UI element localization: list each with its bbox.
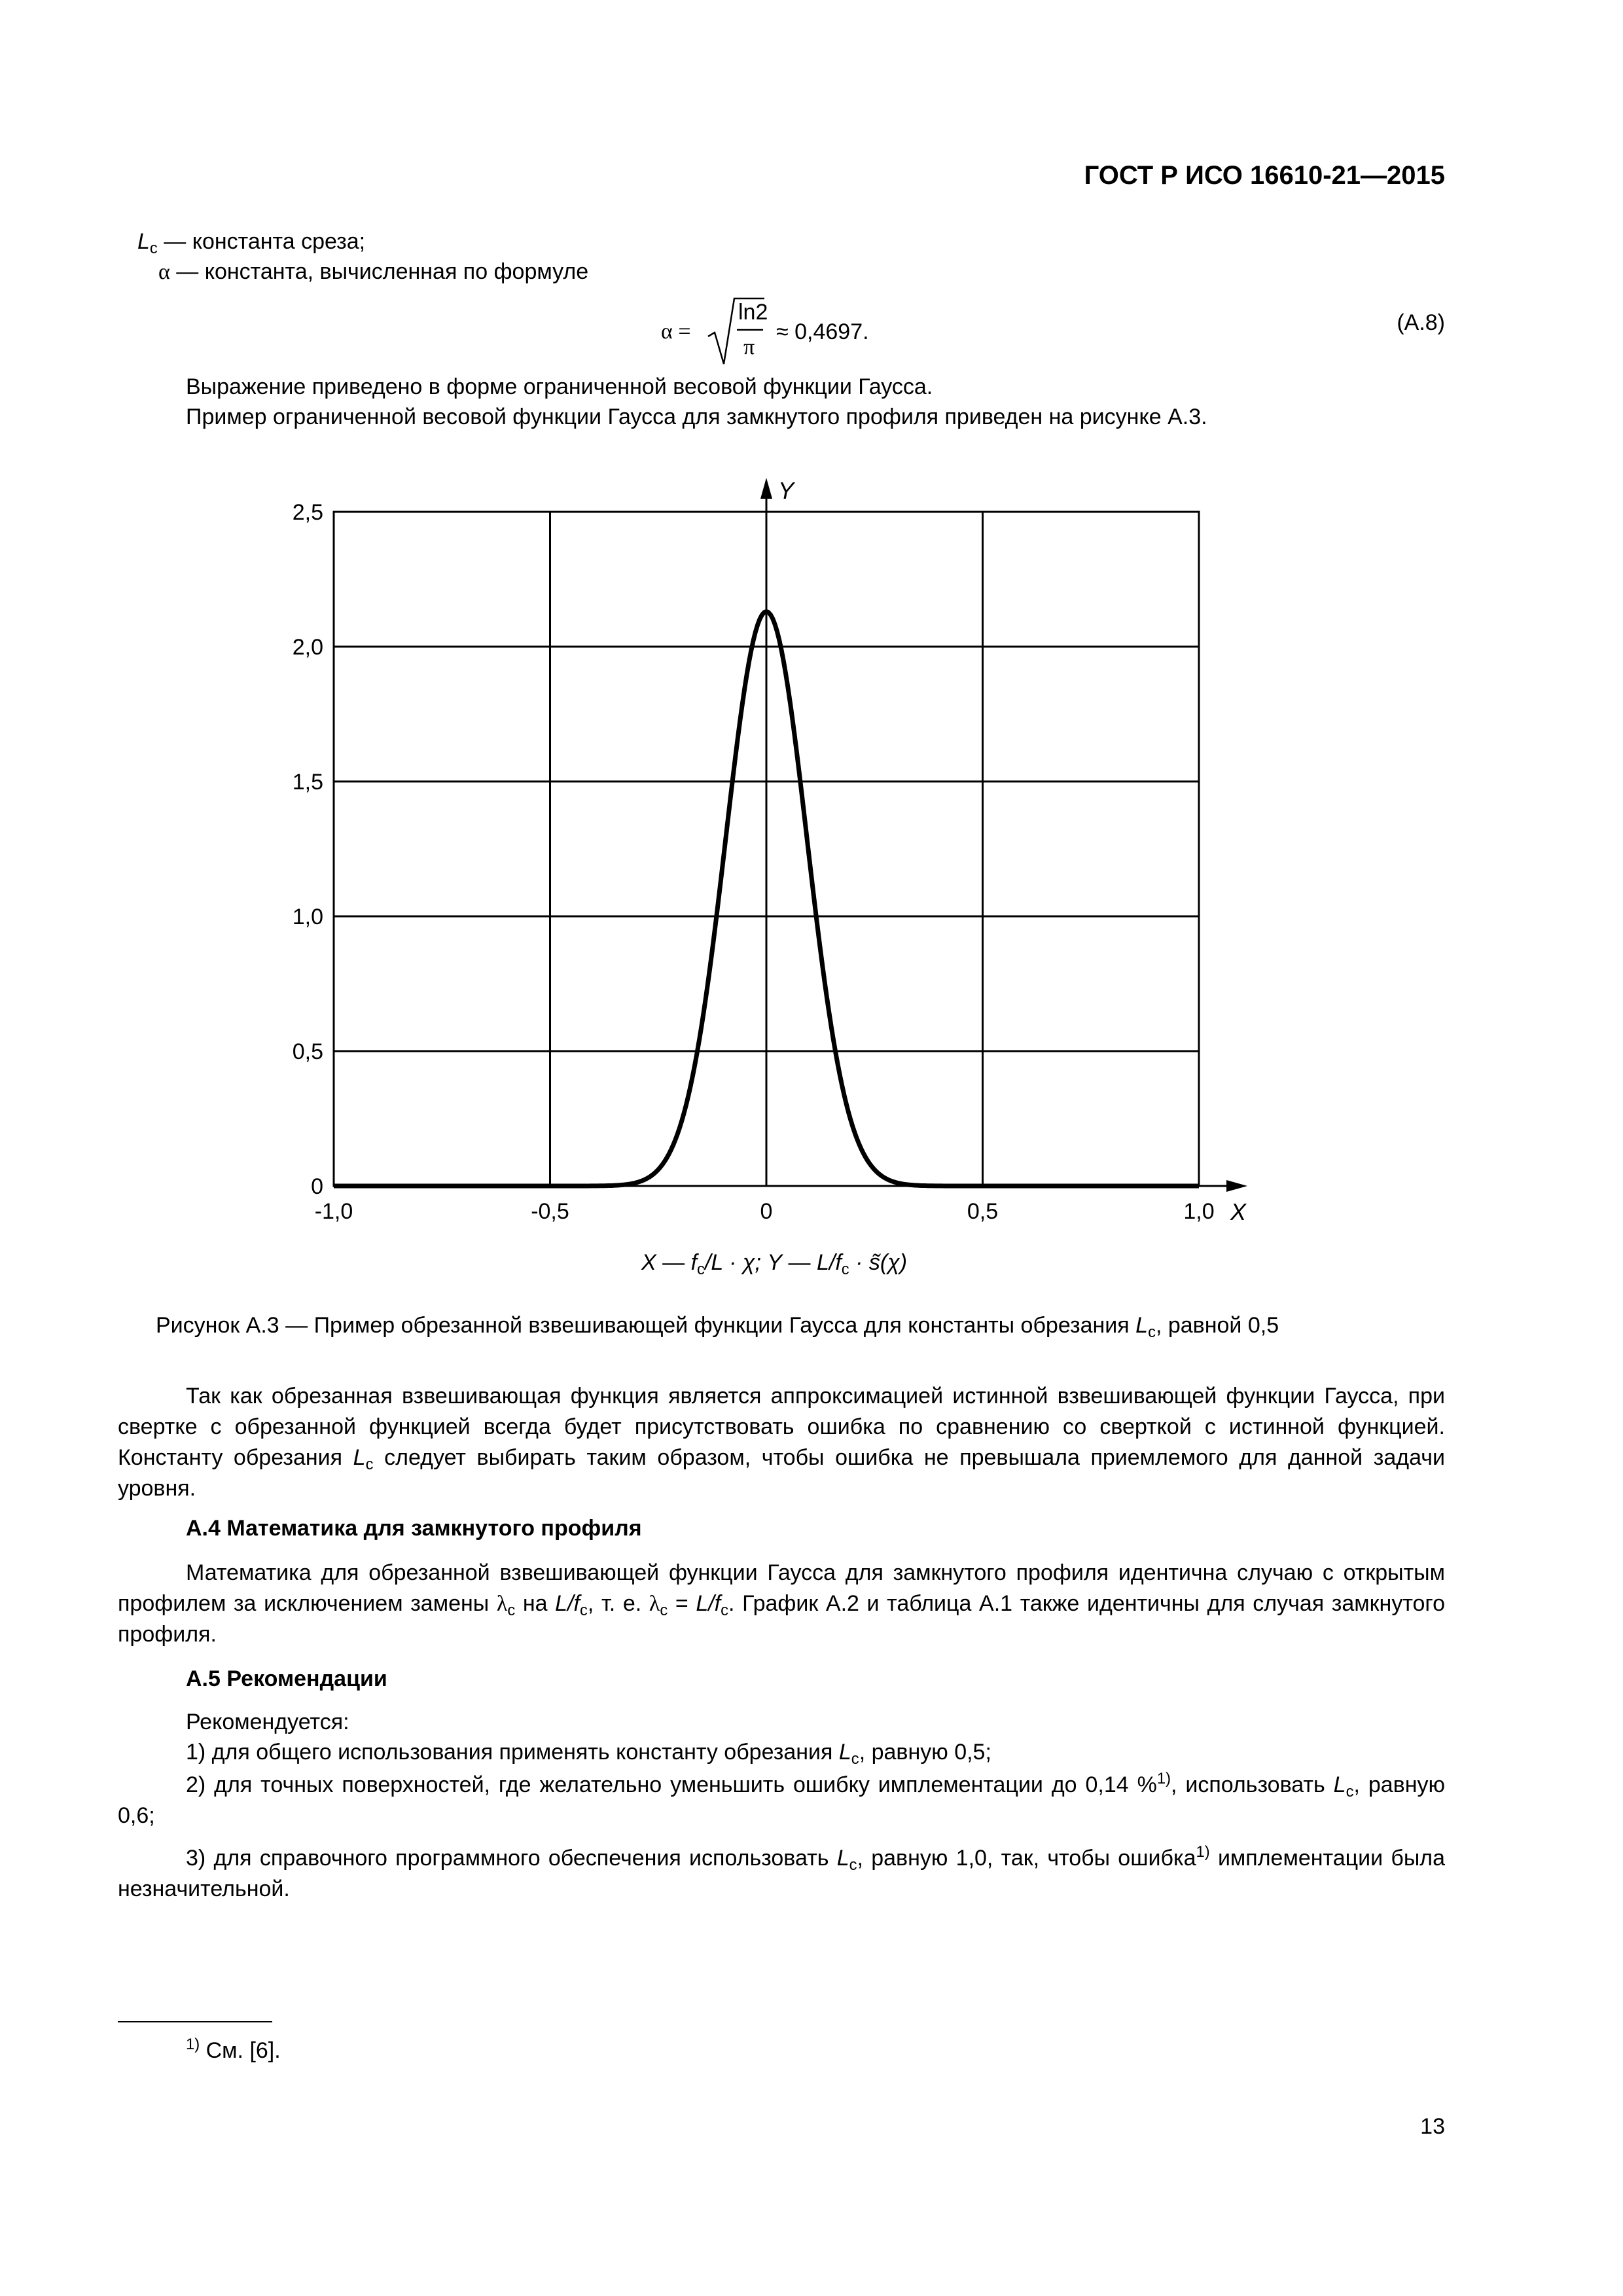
legend-f2-subscript: c — [841, 1261, 849, 1279]
a5-item-2-footnote-ref: 1) — [1156, 1769, 1171, 1787]
formula-lhs: α = — [661, 319, 691, 344]
section-a5-title: А.5 Рекомендации — [186, 1666, 387, 1691]
x-tick-label: 1,0 — [1183, 1199, 1215, 1224]
a5-item-2-mid: , использовать — [1171, 1772, 1334, 1797]
caption-subscript: c — [1148, 1323, 1156, 1342]
x-axis-arrow — [1226, 1180, 1247, 1192]
a4-lf-2-sub: c — [721, 1602, 729, 1620]
y-tick-label: 1,0 — [292, 905, 323, 929]
p1-symbol: L — [353, 1445, 366, 1470]
legend-x-symbol: X — [641, 1250, 656, 1275]
legend-tail: · s̃(χ) — [849, 1250, 908, 1275]
y-tick-label: 1,5 — [292, 770, 323, 795]
a5-item-2-sub: c — [1346, 1783, 1354, 1801]
a5-item-3-text: 3) для справочного программного обеспечения использовать — [186, 1846, 837, 1871]
legend-mid-2: L/f — [816, 1250, 842, 1275]
caption-text: Рисунок А.3 — Пример обрезанной взвешивающей функции Гаусса для константы обрезания — [156, 1313, 1136, 1338]
formula-numerator: ln2 — [738, 300, 768, 325]
y-tick-label: 2,0 — [292, 635, 323, 660]
legend-separator-1: — — [656, 1250, 691, 1275]
y-axis-arrow — [760, 478, 772, 499]
chart-legend — [641, 1250, 908, 1279]
a5-item-1-text: 1) для общего использования применять константу обрезания — [186, 1740, 839, 1765]
a5-item-2-symbol: L — [1333, 1772, 1346, 1797]
p1-text: Так как обрезанная взвешивающая функция является аппроксимацией истинной взвешивающей функции Гаусса, при свертке с обрезанной функцией всегда будет присутствовать ошибка по сравнению со сверткой с истинной функцией. Константу обрезания — [118, 1384, 1445, 1470]
a4-lambda-sub: c — [507, 1602, 516, 1620]
a4-text-4: = — [668, 1591, 696, 1616]
a4-text-2: на — [515, 1591, 556, 1616]
formula-rhs: ≈ 0,4697. — [776, 319, 869, 344]
a4-lf-2: L/f — [696, 1591, 721, 1616]
a5-item-2 — [118, 1770, 1445, 1831]
a5-item-3-sub: c — [849, 1856, 857, 1874]
footnote-text: См. [6]. — [200, 2038, 281, 2063]
a5-item-1-tail: , равную 0,5; — [859, 1740, 991, 1765]
a4-lambda: λ — [496, 1592, 508, 1616]
a5-item-3-tail: имплементации была незначительной. — [118, 1846, 1446, 1901]
lc-description: — константа среза; — [157, 229, 366, 254]
a5-item-2-tail: , равную 0,6; — [118, 1772, 1445, 1828]
formula-a8 — [661, 296, 910, 368]
a5-item-1 — [186, 1740, 991, 1768]
y-tick-label: 0 — [311, 1174, 323, 1199]
section-a4-title: А.4 Математика для замкнутого профиля — [186, 1516, 642, 1541]
a5-item-1-sub: c — [851, 1750, 859, 1768]
a4-lambda-2: λ — [649, 1592, 660, 1616]
a5-item-3-footnote-ref: 1) — [1196, 1842, 1210, 1861]
alpha-symbol: α — [158, 260, 170, 284]
x-axis-letter: X — [1230, 1198, 1247, 1225]
paragraph-a4 — [118, 1558, 1445, 1650]
x-tick-label: 0,5 — [967, 1199, 999, 1224]
intro-line-1: Выражение приведено в форме ограниченной весовой функции Гаусса. — [186, 374, 933, 399]
a4-lambda-2-sub: c — [660, 1602, 668, 1620]
formula-denominator: π — [743, 335, 755, 359]
p1-subscript: c — [365, 1456, 374, 1474]
footnote-mark: 1) — [186, 2035, 200, 2053]
definition-lc — [137, 229, 366, 258]
footnote — [186, 2035, 281, 2064]
legend-separator-2: — — [782, 1250, 817, 1275]
document-header: ГОСТ Р ИСО 16610-21—2015 — [1084, 161, 1445, 190]
formula-number: (А.8) — [1397, 310, 1445, 335]
definition-alpha — [158, 259, 588, 285]
legend-mid-1: /L · χ; — [704, 1250, 768, 1275]
x-tick-label: -0,5 — [531, 1199, 569, 1224]
a4-text-5: . График А.2 и таблица А.1 также идентичны для случая замкнутого профиля. — [118, 1591, 1445, 1647]
lc-subscript: c — [149, 240, 158, 258]
a5-item-1-symbol: L — [838, 1740, 851, 1765]
a5-item-3-symbol: L — [836, 1846, 849, 1871]
y-tick-label: 2,5 — [292, 500, 323, 525]
page-number: 13 — [1420, 2114, 1445, 2139]
a4-text-1: Математика для обрезанной взвешивающей функции Гаусса для замкнутого профиля идентична случаю с открытым профилем за исключением замены — [118, 1560, 1445, 1616]
caption-symbol: L — [1135, 1313, 1149, 1338]
legend-f1: f — [690, 1250, 698, 1275]
lc-symbol: L — [137, 229, 150, 254]
intro-line-2: Пример ограниченной весовой функции Гаусса для замкнутого профиля приведен на рисунке А.3. — [186, 404, 1207, 429]
footnote-rule — [118, 2021, 272, 2022]
figure-caption — [156, 1313, 1279, 1342]
a4-text-3: , т. е. — [587, 1591, 649, 1616]
a5-item-2-text: 2) для точных поверхностей, где желательно уменьшить ошибку имплементации до 0,14 % — [186, 1772, 1157, 1797]
gaussian-chart — [262, 458, 1283, 1244]
alpha-description: — константа, вычисленная по формуле — [169, 259, 589, 284]
p1-tail: следует выбирать таким образом, чтобы ошибка не превышала приемлемого для данной задачи уровня. — [118, 1445, 1445, 1501]
x-tick-label: -1,0 — [314, 1199, 353, 1224]
a5-item-3 — [118, 1843, 1445, 1905]
a5-intro: Рекомендуется: — [186, 1710, 349, 1734]
legend-f1-subscript: c — [697, 1261, 705, 1279]
a4-lf-sub: c — [579, 1602, 588, 1620]
y-axis-letter: Y — [778, 477, 794, 504]
paragraph-approximation — [118, 1381, 1445, 1504]
a5-item-3-mid: , равную 1,0, так, чтобы ошибка — [857, 1846, 1196, 1871]
x-tick-label: 0 — [760, 1199, 773, 1224]
legend-y-symbol: Y — [767, 1250, 783, 1275]
y-tick-label: 0,5 — [292, 1039, 323, 1064]
a4-lf: L/f — [555, 1591, 580, 1616]
caption-tail: , равной 0,5 — [1155, 1313, 1279, 1338]
